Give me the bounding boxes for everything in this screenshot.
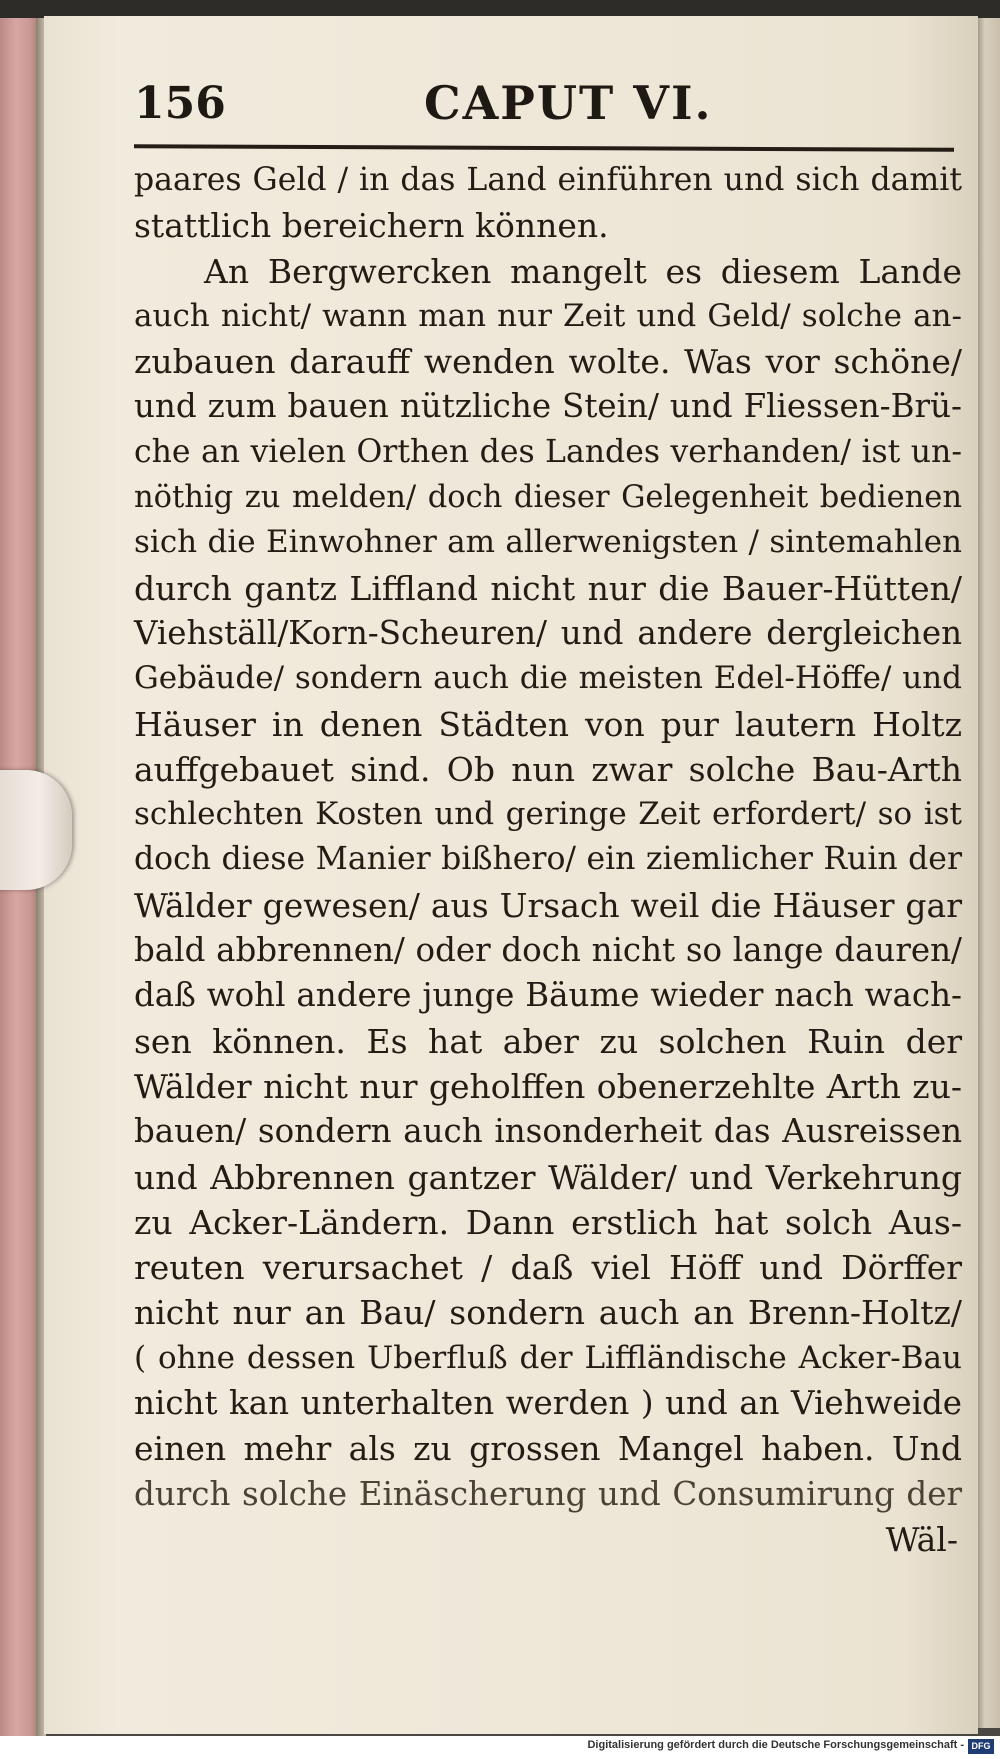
text-line: reuten verursachet / daß viel Höff und Dörffer <box>134 1248 962 1288</box>
text-line: sen können. Es hat aber zu solchen Ruin der <box>134 1021 962 1061</box>
text-line: Gebäude/ sondern auch die meisten Edel-Höffe/ und <box>134 660 962 697</box>
text-line: durch gantz Liffland nicht nur die Bauer-Hütten/ <box>134 568 962 608</box>
text-line: Wälder gewesen/ aus Ursach weil die Häuser gar <box>134 885 962 925</box>
text-line: bald abbrennen/ oder doch nicht so lange dauren/ <box>134 931 962 970</box>
text-line: daß wohl andere junge Bäume wieder nach wach- <box>134 976 962 1015</box>
text-line: schlechten Kosten und geringe Zeit erfordert/ so ist <box>134 796 962 833</box>
text-line: einen mehr als zu grossen Mangel haben. Und <box>134 1429 962 1469</box>
catchword: Wäl- <box>885 1519 958 1559</box>
text-line: und Abbrennen gantzer Wälder/ und Verkehrung <box>134 1157 962 1197</box>
text-line: che an vielen Orthen des Landes verhanden/ ist un- <box>134 433 962 470</box>
text-line: stattlich bereichern können. <box>134 206 609 246</box>
chapter-title: CAPUT VI. <box>424 76 713 130</box>
text-line: auffgebauet sind. Ob nun zwar solche Bau-Arth <box>134 749 962 789</box>
digitization-credit: Digitalisierung gefördert durch die Deutsche Forschungsgemeinschaft - <box>587 1739 964 1751</box>
text-line: nicht kan unterhalten werden ) und an Viehweide <box>134 1384 962 1423</box>
book-page <box>44 16 978 1734</box>
text-line: Viehställ/Korn-Scheuren/ und andere dergleichen <box>134 613 962 652</box>
text-line: nöthig zu melden/ doch dieser Gelegenheit bedienen <box>134 480 962 516</box>
text-line: nicht nur an Bau/ sondern auch an Brenn-Holtz/ <box>134 1293 962 1333</box>
text-line: auch nicht/ wann man nur Zeit und Geld/ solche an- <box>134 297 962 334</box>
text-line: bauen/ sondern auch insonderheit das Ausreissen <box>134 1112 962 1151</box>
dfg-logo: DFG <box>968 1739 994 1754</box>
scanner-clip <box>0 770 72 890</box>
footer-bar <box>0 1736 1000 1759</box>
text-line: An Bergwercken mangelt es diesem Lande <box>204 251 962 291</box>
page-header <box>44 16 978 156</box>
body-text <box>134 158 962 1562</box>
text-line: zu Acker-Ländern. Dann erstlich hat solch Aus- <box>134 1202 962 1242</box>
text-line: doch diese Manier bißhero/ ein ziemlicher Ruin der <box>134 841 962 878</box>
text-line: ( ohne dessen Uberfluß der Liffländische Acker-Bau <box>134 1339 962 1376</box>
text-line: und zum bauen nützliche Stein/ und Fliessen-Brü- <box>134 387 962 426</box>
text-line: Wälder nicht nur geholffen obenerzehlte Arth zu- <box>134 1066 962 1106</box>
text-line: paares Geld / in das Land einführen und sich damit <box>134 162 962 198</box>
page-number: 156 <box>134 78 226 129</box>
text-line: zubauen darauff wenden wolte. Was vor schöne/ <box>134 342 962 382</box>
facing-page-edge <box>975 18 1000 1728</box>
text-line: sich die Einwohner am allerwenigsten / sintemahlen <box>134 524 962 561</box>
text-line: durch solche Einäscherung und Consumirung der <box>134 1474 962 1513</box>
header-rule <box>134 144 954 152</box>
text-line: Häuser in denen Städten von pur lautern Holtz <box>134 704 962 744</box>
